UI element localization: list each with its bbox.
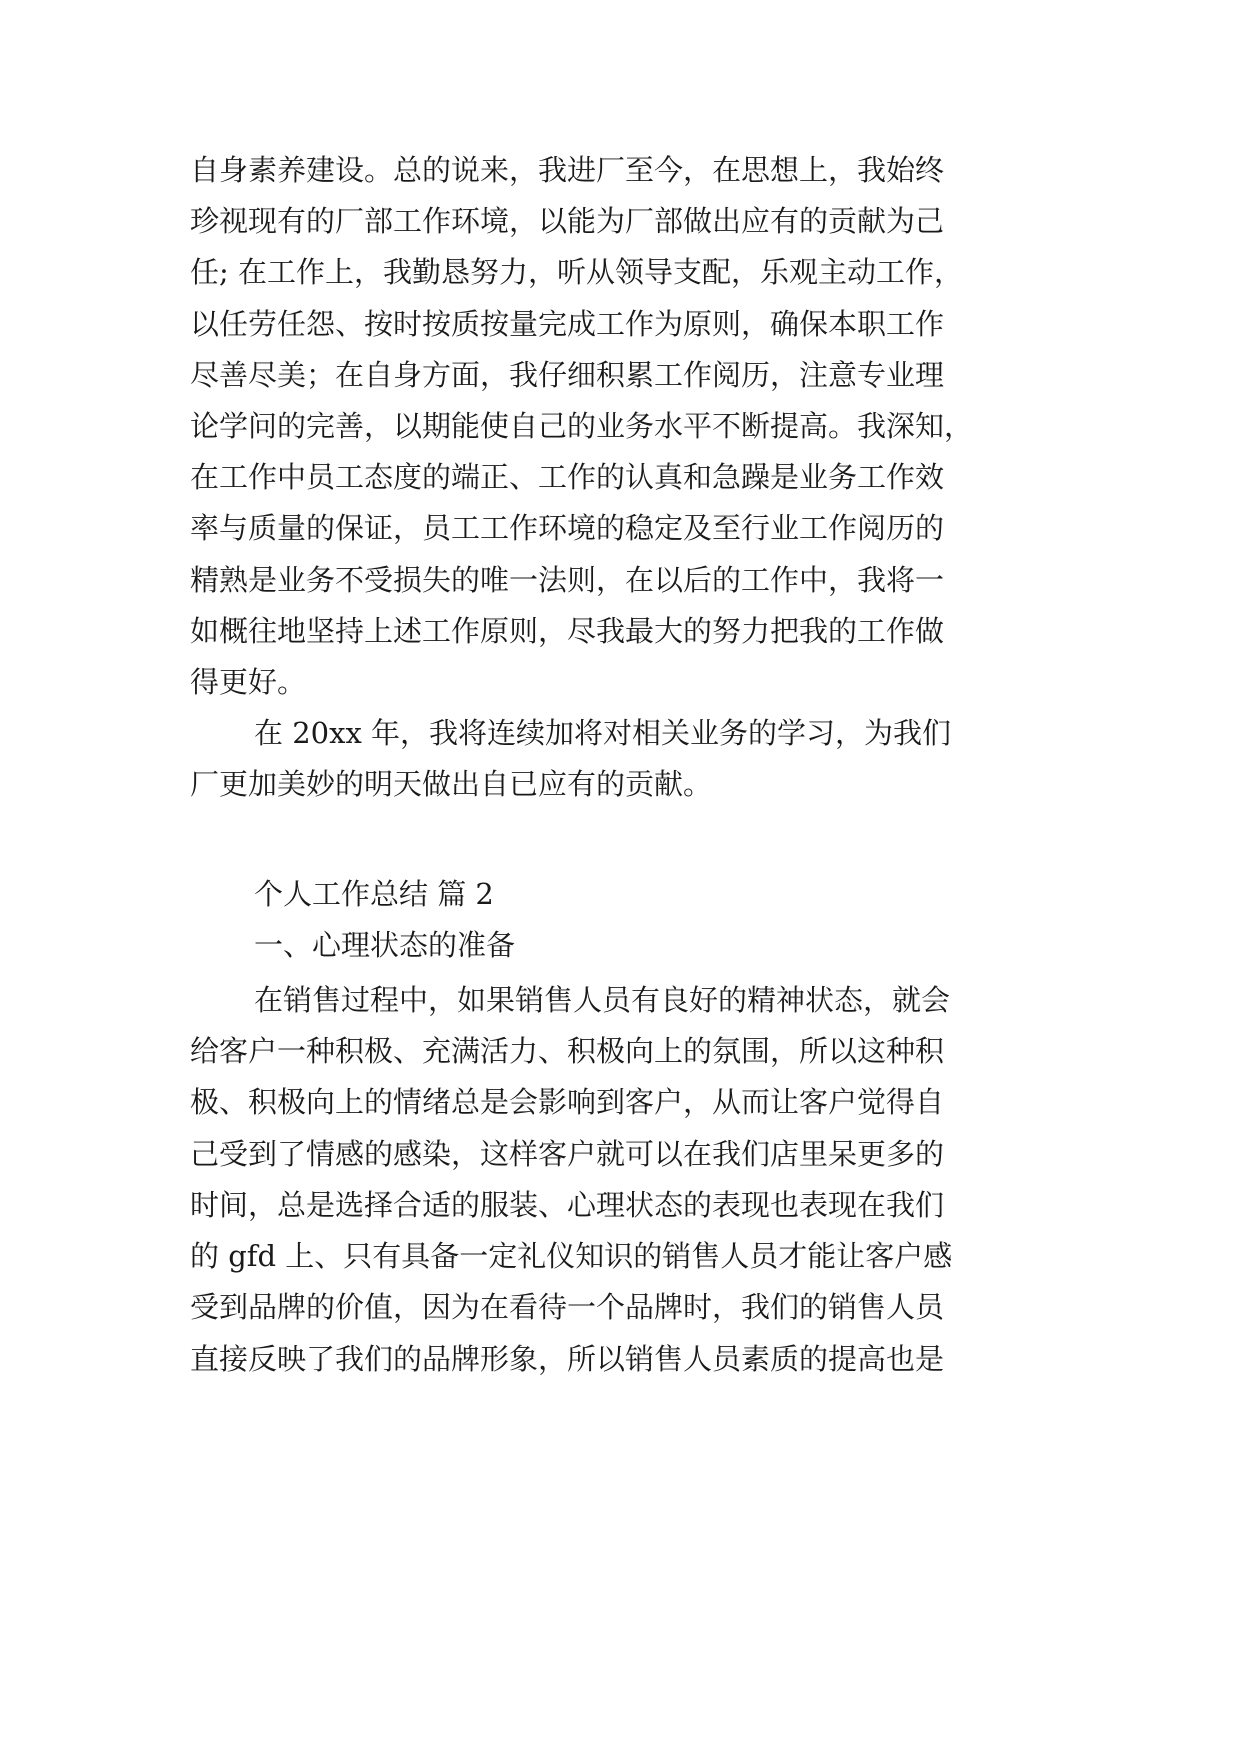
paragraph-line: 己受到了情感的感染，这样客户就可以在我们店里呆更多的	[190, 1137, 945, 1171]
paragraph-line: 得更好。	[190, 665, 307, 699]
paragraph-line: 在销售过程中，如果销售人员有良好的精神状态，就会	[254, 983, 951, 1017]
paragraph-line: 受到品牌的价值，因为在看待一个品牌时，我们的销售人员	[190, 1290, 945, 1324]
paragraph-line: 给客户一种积极、充满活力、积极向上的氛围，所以这种积	[190, 1034, 945, 1068]
paragraph-line: 自身素养建设。总的说来，我进厂至今，在思想上，我始终	[190, 153, 945, 187]
paragraph-line: 时间，总是选择合适的服装、心理状态的表现也表现在我们	[190, 1188, 945, 1222]
paragraph-line: 以任劳任怨、按时按质按量完成工作为原则，确保本职工作	[190, 307, 945, 341]
paragraph-line: 珍视现有的厂部工作环境，以能为厂部做出应有的贡献为己	[190, 204, 945, 238]
section-title: 个人工作总结 篇 2	[254, 877, 494, 911]
paragraph-line: 任; 在工作上，我勤恳努力，听从领导支配，乐观主动工作，	[190, 255, 963, 289]
paragraph-line: 精熟是业务不受损失的唯一法则，在以后的工作中，我将一	[190, 563, 945, 597]
paragraph-line: 尽善尽美；在自身方面，我仔细积累工作阅历，注意专业理	[190, 358, 945, 392]
subheading: 一、心理状态的准备	[254, 928, 516, 962]
paragraph-line: 在 20xx 年，我将连续加将对相关业务的学习，为我们	[254, 716, 952, 750]
paragraph-line: 论学问的完善，以期能使自己的业务水平不断提高。我深知，	[190, 409, 974, 443]
paragraph-line: 厂更加美妙的明天做出自已应有的贡献。	[190, 767, 713, 801]
paragraph-line: 在工作中员工态度的端正、工作的认真和急躁是业务工作效	[190, 460, 945, 494]
paragraph-line: 的 gfd 上、只有具备一定礼仪知识的销售人员才能让客户感	[190, 1239, 953, 1273]
paragraph-line: 直接反映了我们的品牌形象，所以销售人员素质的提高也是	[190, 1342, 945, 1376]
paragraph-line: 如概往地坚持上述工作原则，尽我最大的努力把我的工作做	[190, 614, 945, 648]
paragraph-line: 极、积极向上的情绪总是会影响到客户，从而让客户觉得自	[190, 1085, 945, 1119]
paragraph-line: 率与质量的保证，员工工作环境的稳定及至行业工作阅历的	[190, 511, 945, 545]
